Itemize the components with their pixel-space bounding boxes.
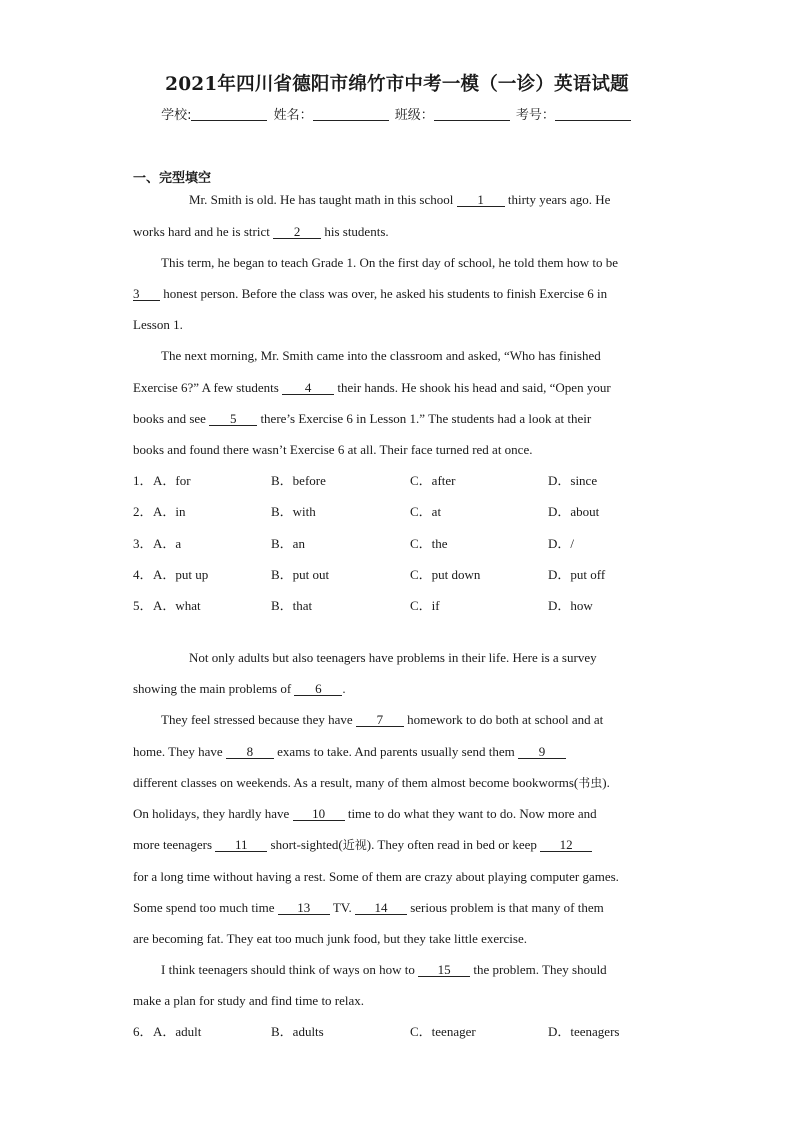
- text: the problem. They should: [473, 962, 607, 977]
- text: ). They often read in bed or keep: [366, 837, 537, 852]
- passage-line: [133, 744, 663, 760]
- option-c[interactable]: C．after: [410, 473, 456, 488]
- option-a[interactable]: A．put up: [153, 567, 209, 582]
- question-number: 1．: [133, 473, 153, 488]
- blank-4: 4: [282, 381, 334, 395]
- text: there’s Exercise 6 in Lesson 1.” The students had a look at their: [260, 411, 592, 426]
- text: ).: [602, 775, 610, 790]
- blank-13: 13: [278, 901, 330, 915]
- text: homework to do both at school and at: [407, 712, 604, 727]
- blank-11: 11: [215, 838, 267, 852]
- option-b[interactable]: B．that: [271, 598, 313, 613]
- school-blank: [191, 107, 267, 121]
- question-number: 3．: [133, 536, 153, 551]
- passage-line: [133, 224, 663, 240]
- exam-number-label: 考号：: [515, 108, 555, 123]
- option-a[interactable]: A．a: [153, 536, 182, 551]
- option-d[interactable]: D．teenagers: [548, 1024, 620, 1039]
- blank-9: 9: [518, 745, 566, 759]
- blank-15: 15: [418, 963, 470, 977]
- option-a[interactable]: A．what: [153, 598, 201, 613]
- blank-14: 14: [355, 901, 407, 915]
- text: Exercise 6?” A few students: [133, 380, 279, 395]
- passage-line: [133, 806, 663, 822]
- option-b[interactable]: B．an: [271, 536, 305, 551]
- option-c[interactable]: C．teenager: [410, 1024, 476, 1039]
- section-title: 一、完型填空: [133, 171, 212, 186]
- text: different classes on weekends. As a result, many of them almost become bookworms(: [133, 775, 579, 790]
- passage-line: The next morning, Mr. Smith came into the classroom and asked, “Who has finished: [161, 348, 601, 363]
- text: honest person. Before the class was over, he asked his students to finish Exercise 6 in: [163, 286, 608, 301]
- passage-line: [133, 286, 663, 302]
- passage-line: [133, 962, 691, 978]
- option-d[interactable]: D．/: [548, 536, 575, 551]
- passage-line: make a plan for study and find time to relax.: [133, 993, 365, 1008]
- text: Mr. Smith is old. He has taught math in this school: [189, 192, 454, 207]
- blank-10: 10: [293, 807, 345, 821]
- text: .: [342, 681, 346, 696]
- option-b[interactable]: B．with: [271, 504, 316, 519]
- text: serious problem is that many of them: [410, 900, 604, 915]
- option-a[interactable]: A．for: [153, 473, 191, 488]
- passage-line: [133, 192, 719, 208]
- option-c[interactable]: C．put down: [410, 567, 481, 582]
- passage-line: are becoming fat. They eat too much junk food, but they take little exercise.: [133, 931, 527, 946]
- question-number: 6．: [133, 1024, 153, 1039]
- passage-line: [133, 712, 691, 728]
- school-label: 学校:: [161, 108, 192, 123]
- passage-line: books and found there wasn’t Exercise 6 at all. Their face turned red at once.: [133, 442, 533, 457]
- option-c[interactable]: C．at: [410, 504, 442, 519]
- passage-line: [133, 411, 663, 427]
- option-b[interactable]: B．before: [271, 473, 326, 488]
- name-blank: [313, 107, 389, 121]
- question-number: 2．: [133, 504, 153, 519]
- passage-line: [133, 900, 663, 916]
- text: books and see: [133, 411, 206, 426]
- text: They feel stressed because they have: [161, 712, 353, 727]
- text: TV.: [332, 900, 352, 915]
- text: On holidays, they hardly have: [133, 806, 290, 821]
- text: short-sighted(: [270, 837, 343, 852]
- option-d[interactable]: D．put off: [548, 567, 606, 582]
- page-title: 2021年四川省德阳市绵竹市中考一模（一诊）英语试题: [165, 74, 629, 95]
- text: 近视: [342, 838, 367, 852]
- option-d[interactable]: D．about: [548, 504, 600, 519]
- question-number: 4．: [133, 567, 153, 582]
- text: more teenagers: [133, 837, 213, 852]
- blank-7: 7: [356, 713, 404, 727]
- blank-5: 5: [209, 412, 257, 426]
- text: home. They have: [133, 744, 223, 759]
- class-label: 班级：: [394, 108, 434, 123]
- text: thirty years ago. He: [507, 192, 611, 207]
- text: Some spend too much time: [133, 900, 275, 915]
- option-c[interactable]: C．the: [410, 536, 448, 551]
- passage-line: [133, 380, 663, 396]
- option-a[interactable]: A．in: [153, 504, 186, 519]
- blank-12: 12: [540, 838, 592, 852]
- text: works hard and he is strict: [133, 224, 270, 239]
- text: I think teenagers should think of ways on how to: [161, 962, 415, 977]
- passage-line: [133, 775, 663, 791]
- blank-6: 6: [294, 682, 342, 696]
- text: exams to take. And parents usually send them: [277, 744, 515, 759]
- text: showing the main problems of: [133, 681, 292, 696]
- name-label: 姓名：: [273, 108, 313, 123]
- question-number: 5．: [133, 598, 153, 613]
- passage-line: Not only adults but also teenagers have problems in their life. Here is a survey: [189, 650, 597, 665]
- class-blank: [434, 107, 510, 121]
- option-c[interactable]: C．if: [410, 598, 440, 613]
- passage-line: for a long time without having a rest. Some of them are crazy about playing computer games.: [133, 869, 619, 884]
- text: his students.: [324, 224, 389, 239]
- option-b[interactable]: B．put out: [271, 567, 330, 582]
- blank-3: 3: [133, 287, 160, 301]
- text: time to do what they want to do. Now more and: [347, 806, 597, 821]
- passage-line: [133, 681, 663, 697]
- exam-number-blank: [555, 107, 631, 121]
- student-info-row: [0, 104, 794, 123]
- option-a[interactable]: A．adult: [153, 1024, 202, 1039]
- option-b[interactable]: B．adults: [271, 1024, 324, 1039]
- passage-line: [133, 837, 663, 853]
- option-d[interactable]: D．since: [548, 473, 598, 488]
- text: 书虫: [578, 776, 603, 790]
- passage-line: This term, he began to teach Grade 1. On the first day of school, he told them how to be: [161, 255, 619, 270]
- passage-line: Lesson 1.: [133, 317, 183, 332]
- blank-1: 1: [457, 193, 505, 207]
- text: their hands. He shook his head and said, “Open your: [337, 380, 611, 395]
- blank-2: 2: [273, 225, 321, 239]
- blank-8: 8: [226, 745, 274, 759]
- option-d[interactable]: D．how: [548, 598, 593, 613]
